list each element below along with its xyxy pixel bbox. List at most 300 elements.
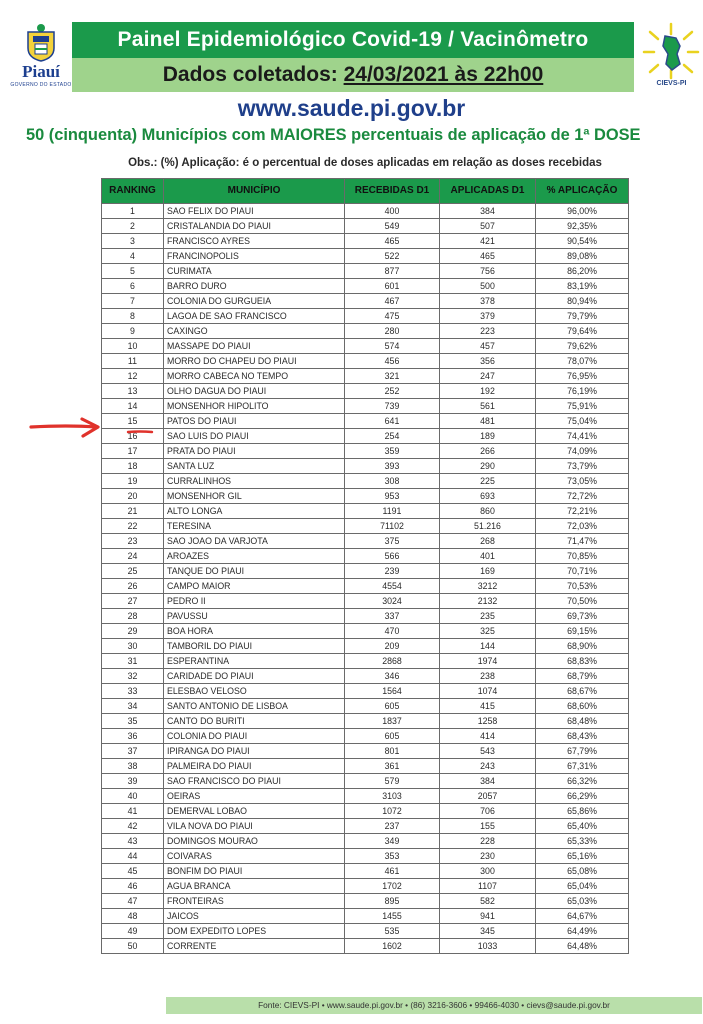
cell-recebidas: 359 — [345, 444, 440, 459]
cell-aplicadas: 582 — [440, 894, 536, 909]
cell-municipio: TAMBORIL DO PIAUI — [164, 639, 345, 654]
table-row — [102, 909, 629, 924]
cell-percent: 83,19% — [536, 279, 629, 294]
cell-ranking: 3 — [102, 234, 164, 249]
cell-recebidas: 601 — [345, 279, 440, 294]
cell-ranking: 14 — [102, 399, 164, 414]
cell-recebidas: 71102 — [345, 519, 440, 534]
table-row — [102, 234, 629, 249]
cell-municipio: MONSENHOR GIL — [164, 489, 345, 504]
cell-percent: 80,94% — [536, 294, 629, 309]
cell-municipio: DEMERVAL LOBAO — [164, 804, 345, 819]
cell-aplicadas: 457 — [440, 339, 536, 354]
cell-municipio: COIVARAS — [164, 849, 345, 864]
cell-aplicadas: 1074 — [440, 684, 536, 699]
table-row — [102, 444, 629, 459]
cell-municipio: PEDRO II — [164, 594, 345, 609]
cell-percent: 68,83% — [536, 654, 629, 669]
table-row — [102, 489, 629, 504]
cell-percent: 66,32% — [536, 774, 629, 789]
cell-percent: 67,31% — [536, 759, 629, 774]
table-row — [102, 219, 629, 234]
cell-municipio: AROAZES — [164, 549, 345, 564]
cell-percent: 76,19% — [536, 384, 629, 399]
cell-percent: 89,08% — [536, 249, 629, 264]
cell-municipio: SANTA LUZ — [164, 459, 345, 474]
cell-percent: 74,09% — [536, 444, 629, 459]
cell-aplicadas: 189 — [440, 429, 536, 444]
cell-recebidas: 4554 — [345, 579, 440, 594]
cell-recebidas: 2868 — [345, 654, 440, 669]
panel-title: Painel Epidemiológico Covid-19 / Vacinômetro — [72, 22, 634, 58]
cell-ranking: 15 — [102, 414, 164, 429]
cell-percent: 65,04% — [536, 879, 629, 894]
cell-aplicadas: 414 — [440, 729, 536, 744]
cell-ranking: 34 — [102, 699, 164, 714]
cell-recebidas: 1702 — [345, 879, 440, 894]
table-row — [102, 519, 629, 534]
cell-aplicadas: 144 — [440, 639, 536, 654]
cell-aplicadas: 192 — [440, 384, 536, 399]
cell-municipio: OLHO DAGUA DO PIAUI — [164, 384, 345, 399]
table-row — [102, 609, 629, 624]
cell-aplicadas: 155 — [440, 819, 536, 834]
cell-ranking: 18 — [102, 459, 164, 474]
cell-municipio: VILA NOVA DO PIAUI — [164, 819, 345, 834]
table-row — [102, 459, 629, 474]
table-row — [102, 564, 629, 579]
cell-aplicadas: 507 — [440, 219, 536, 234]
table-row — [102, 684, 629, 699]
cell-recebidas: 1191 — [345, 504, 440, 519]
cell-municipio: BOA HORA — [164, 624, 345, 639]
footer-source: Fonte: CIEVS-PI • www.saude.pi.gov.br • (86) 3216-3606 • 99466-4030 • cievs@saude.pi.gov.br — [166, 997, 702, 1014]
cell-aplicadas: 1974 — [440, 654, 536, 669]
cell-aplicadas: 230 — [440, 849, 536, 864]
table-row — [102, 894, 629, 909]
cell-percent: 68,60% — [536, 699, 629, 714]
cell-ranking: 1 — [102, 204, 164, 219]
cell-recebidas: 953 — [345, 489, 440, 504]
cell-aplicadas: 169 — [440, 564, 536, 579]
table-row — [102, 819, 629, 834]
cell-ranking: 5 — [102, 264, 164, 279]
cell-ranking: 50 — [102, 939, 164, 954]
cell-aplicadas: 228 — [440, 834, 536, 849]
cell-recebidas: 467 — [345, 294, 440, 309]
cell-ranking: 25 — [102, 564, 164, 579]
table-row — [102, 504, 629, 519]
cell-percent: 68,43% — [536, 729, 629, 744]
cell-aplicadas: 1258 — [440, 714, 536, 729]
cell-recebidas: 641 — [345, 414, 440, 429]
cell-percent: 70,85% — [536, 549, 629, 564]
cell-municipio: SAO JOAO DA VARJOTA — [164, 534, 345, 549]
cell-aplicadas: 1033 — [440, 939, 536, 954]
table-row — [102, 579, 629, 594]
collected-label: Dados coletados: — [162, 63, 344, 86]
cell-percent: 73,05% — [536, 474, 629, 489]
table-row — [102, 354, 629, 369]
cell-percent: 65,86% — [536, 804, 629, 819]
cell-recebidas: 280 — [345, 324, 440, 339]
cell-percent: 86,20% — [536, 264, 629, 279]
cell-percent: 72,03% — [536, 519, 629, 534]
cell-percent: 65,08% — [536, 864, 629, 879]
cell-percent: 70,53% — [536, 579, 629, 594]
cell-ranking: 40 — [102, 789, 164, 804]
cell-municipio: IPIRANGA DO PIAUI — [164, 744, 345, 759]
cell-percent: 71,47% — [536, 534, 629, 549]
cell-ranking: 30 — [102, 639, 164, 654]
table-row — [102, 834, 629, 849]
cell-municipio: COLONIA DO PIAUI — [164, 729, 345, 744]
table-row — [102, 939, 629, 954]
cell-ranking: 36 — [102, 729, 164, 744]
cell-recebidas: 574 — [345, 339, 440, 354]
cell-recebidas: 375 — [345, 534, 440, 549]
cell-ranking: 42 — [102, 819, 164, 834]
cell-ranking: 9 — [102, 324, 164, 339]
cell-recebidas: 393 — [345, 459, 440, 474]
cell-municipio: COLONIA DO GURGUEIA — [164, 294, 345, 309]
cell-recebidas: 1455 — [345, 909, 440, 924]
cell-recebidas: 895 — [345, 894, 440, 909]
cell-municipio: ALTO LONGA — [164, 504, 345, 519]
cell-recebidas: 321 — [345, 369, 440, 384]
cell-percent: 76,95% — [536, 369, 629, 384]
cell-aplicadas: 379 — [440, 309, 536, 324]
cell-municipio: CURIMATA — [164, 264, 345, 279]
cell-ranking: 24 — [102, 549, 164, 564]
cell-recebidas: 739 — [345, 399, 440, 414]
cell-municipio: PRATA DO PIAUI — [164, 444, 345, 459]
cell-municipio: ESPERANTINA — [164, 654, 345, 669]
cell-aplicadas: 756 — [440, 264, 536, 279]
cell-aplicadas: 2057 — [440, 789, 536, 804]
cell-recebidas: 400 — [345, 204, 440, 219]
cell-aplicadas: 561 — [440, 399, 536, 414]
cell-aplicadas: 860 — [440, 504, 536, 519]
cell-municipio: MONSENHOR HIPOLITO — [164, 399, 345, 414]
table-row — [102, 294, 629, 309]
cell-percent: 90,54% — [536, 234, 629, 249]
cell-aplicadas: 238 — [440, 669, 536, 684]
cell-municipio: TANQUE DO PIAUI — [164, 564, 345, 579]
cell-percent: 72,21% — [536, 504, 629, 519]
cell-aplicadas: 543 — [440, 744, 536, 759]
cell-recebidas: 470 — [345, 624, 440, 639]
cell-recebidas: 361 — [345, 759, 440, 774]
cell-municipio: SAO LUIS DO PIAUI — [164, 429, 345, 444]
cell-ranking: 47 — [102, 894, 164, 909]
cell-municipio: MASSAPE DO PIAUI — [164, 339, 345, 354]
cell-aplicadas: 401 — [440, 549, 536, 564]
cell-percent: 67,79% — [536, 744, 629, 759]
cell-ranking: 16 — [102, 429, 164, 444]
cell-municipio: MORRO DO CHAPEU DO PIAUI — [164, 354, 345, 369]
cell-percent: 68,67% — [536, 684, 629, 699]
cell-recebidas: 1837 — [345, 714, 440, 729]
collection-date-banner — [72, 58, 634, 92]
cell-ranking: 22 — [102, 519, 164, 534]
cell-percent: 65,33% — [536, 834, 629, 849]
cell-municipio: CAMPO MAIOR — [164, 579, 345, 594]
table-row — [102, 309, 629, 324]
cell-recebidas: 337 — [345, 609, 440, 624]
cell-ranking: 27 — [102, 594, 164, 609]
cell-ranking: 8 — [102, 309, 164, 324]
cell-percent: 65,16% — [536, 849, 629, 864]
table-row — [102, 324, 629, 339]
cell-aplicadas: 693 — [440, 489, 536, 504]
table-row — [102, 744, 629, 759]
cell-recebidas: 465 — [345, 234, 440, 249]
table-row — [102, 699, 629, 714]
table-row — [102, 429, 629, 444]
cell-municipio: SAO FRANCISCO DO PIAUI — [164, 774, 345, 789]
cell-recebidas: 475 — [345, 309, 440, 324]
cell-ranking: 19 — [102, 474, 164, 489]
cell-ranking: 37 — [102, 744, 164, 759]
cell-aplicadas: 500 — [440, 279, 536, 294]
logo-state-name: Piauí — [22, 62, 60, 81]
cievs-sun-icon — [640, 20, 703, 80]
table-row — [102, 759, 629, 774]
cell-recebidas: 1564 — [345, 684, 440, 699]
cell-ranking: 7 — [102, 294, 164, 309]
cell-percent: 78,07% — [536, 354, 629, 369]
cell-percent: 69,15% — [536, 624, 629, 639]
cell-municipio: JAICOS — [164, 909, 345, 924]
cell-municipio: CURRALINHOS — [164, 474, 345, 489]
cievs-caption: CIEVS-PI — [656, 80, 687, 87]
cell-percent: 92,35% — [536, 219, 629, 234]
cell-municipio: CANTO DO BURITI — [164, 714, 345, 729]
red-arrow-annotation-icon — [28, 417, 158, 441]
table-row — [102, 384, 629, 399]
cell-aplicadas: 290 — [440, 459, 536, 474]
cell-ranking: 21 — [102, 504, 164, 519]
cell-municipio: BARRO DURO — [164, 279, 345, 294]
state-crest-icon — [24, 22, 58, 62]
cell-recebidas: 877 — [345, 264, 440, 279]
cell-recebidas: 566 — [345, 549, 440, 564]
cell-ranking: 35 — [102, 714, 164, 729]
cell-aplicadas: 243 — [440, 759, 536, 774]
cell-ranking: 44 — [102, 849, 164, 864]
cell-ranking: 26 — [102, 579, 164, 594]
table-row — [102, 414, 629, 429]
table-row — [102, 339, 629, 354]
table-row — [102, 399, 629, 414]
cell-ranking: 41 — [102, 804, 164, 819]
cell-municipio: BONFIM DO PIAUI — [164, 864, 345, 879]
cell-municipio: PALMEIRA DO PIAUI — [164, 759, 345, 774]
cell-recebidas: 605 — [345, 729, 440, 744]
cell-percent: 66,29% — [536, 789, 629, 804]
cell-ranking: 45 — [102, 864, 164, 879]
cell-municipio: DOM EXPEDITO LOPES — [164, 924, 345, 939]
table-row — [102, 714, 629, 729]
headline: 50 (cinquenta) Municípios com MAIORES percentuais de aplicação de 1ª DOSE — [26, 126, 641, 144]
table-row — [102, 924, 629, 939]
cell-municipio: LAGOA DE SAO FRANCISCO — [164, 309, 345, 324]
cell-aplicadas: 235 — [440, 609, 536, 624]
cievs-logo — [640, 20, 703, 92]
table-row — [102, 249, 629, 264]
cell-aplicadas: 300 — [440, 864, 536, 879]
cell-recebidas: 535 — [345, 924, 440, 939]
col-header-municipio: MUNICÍPIO — [164, 179, 345, 204]
cell-municipio: FRANCISCO AYRES — [164, 234, 345, 249]
cell-municipio: CRISTALANDIA DO PIAUI — [164, 219, 345, 234]
cell-percent: 64,49% — [536, 924, 629, 939]
cell-percent: 75,04% — [536, 414, 629, 429]
cell-recebidas: 549 — [345, 219, 440, 234]
cell-aplicadas: 51.216 — [440, 519, 536, 534]
cell-percent: 70,50% — [536, 594, 629, 609]
cell-aplicadas: 465 — [440, 249, 536, 264]
cell-aplicadas: 225 — [440, 474, 536, 489]
cell-percent: 65,03% — [536, 894, 629, 909]
cell-aplicadas: 415 — [440, 699, 536, 714]
col-header-aplicadas: APLICADAS D1 — [440, 179, 536, 204]
cell-ranking: 48 — [102, 909, 164, 924]
table-row — [102, 534, 629, 549]
logo-state-subtitle: GOVERNO DO ESTADO — [10, 82, 72, 88]
table-row — [102, 549, 629, 564]
cell-municipio: PAVUSSU — [164, 609, 345, 624]
cell-percent: 75,91% — [536, 399, 629, 414]
table-row — [102, 669, 629, 684]
cell-municipio: SAO FELIX DO PIAUI — [164, 204, 345, 219]
cell-ranking: 29 — [102, 624, 164, 639]
observation-note: Obs.: (%) Aplicação: é o percentual de doses aplicadas em relação as doses recebidas — [128, 157, 602, 169]
cell-percent: 69,73% — [536, 609, 629, 624]
cell-municipio: OEIRAS — [164, 789, 345, 804]
col-header-ranking: RANKING — [102, 179, 164, 204]
table-header-row — [102, 179, 629, 204]
cell-municipio: FRANCINOPOLIS — [164, 249, 345, 264]
cell-aplicadas: 706 — [440, 804, 536, 819]
cell-aplicadas: 325 — [440, 624, 536, 639]
cell-recebidas: 209 — [345, 639, 440, 654]
cell-aplicadas: 223 — [440, 324, 536, 339]
cell-aplicadas: 1107 — [440, 879, 536, 894]
cell-percent: 73,79% — [536, 459, 629, 474]
cell-recebidas: 349 — [345, 834, 440, 849]
cell-ranking: 20 — [102, 489, 164, 504]
cell-percent: 68,90% — [536, 639, 629, 654]
table-row — [102, 204, 629, 219]
cell-percent: 65,40% — [536, 819, 629, 834]
cell-recebidas: 461 — [345, 864, 440, 879]
cell-aplicadas: 378 — [440, 294, 536, 309]
table-row — [102, 264, 629, 279]
cell-percent: 64,67% — [536, 909, 629, 924]
table-row — [102, 594, 629, 609]
table-row — [102, 654, 629, 669]
cell-aplicadas: 421 — [440, 234, 536, 249]
website-url[interactable]: www.saude.pi.gov.br — [237, 95, 466, 121]
cell-recebidas: 308 — [345, 474, 440, 489]
cell-aplicadas: 266 — [440, 444, 536, 459]
cell-percent: 64,48% — [536, 939, 629, 954]
cell-percent: 79,64% — [536, 324, 629, 339]
cell-ranking: 2 — [102, 219, 164, 234]
cell-municipio: FRONTEIRAS — [164, 894, 345, 909]
cell-aplicadas: 345 — [440, 924, 536, 939]
cell-municipio: SANTO ANTONIO DE LISBOA — [164, 699, 345, 714]
cell-municipio: DOMINGOS MOURAO — [164, 834, 345, 849]
cell-recebidas: 237 — [345, 819, 440, 834]
cell-aplicadas: 384 — [440, 204, 536, 219]
cell-ranking: 12 — [102, 369, 164, 384]
cell-percent: 68,48% — [536, 714, 629, 729]
cell-ranking: 38 — [102, 759, 164, 774]
table-row — [102, 864, 629, 879]
municipality-ranking-table — [101, 178, 629, 954]
cell-ranking: 28 — [102, 609, 164, 624]
cell-ranking: 11 — [102, 354, 164, 369]
col-header-recebidas: RECEBIDAS D1 — [345, 179, 440, 204]
cell-aplicadas: 2132 — [440, 594, 536, 609]
table-row — [102, 789, 629, 804]
cell-municipio: TERESINA — [164, 519, 345, 534]
cell-aplicadas: 268 — [440, 534, 536, 549]
cell-municipio: CARIDADE DO PIAUI — [164, 669, 345, 684]
cell-ranking: 23 — [102, 534, 164, 549]
cell-aplicadas: 247 — [440, 369, 536, 384]
table-row — [102, 729, 629, 744]
cell-recebidas: 254 — [345, 429, 440, 444]
cell-municipio: MORRO CABECA NO TEMPO — [164, 369, 345, 384]
cell-ranking: 39 — [102, 774, 164, 789]
collected-date: 24/03/2021 às 22h00 — [343, 63, 544, 86]
cell-percent: 74,41% — [536, 429, 629, 444]
cell-recebidas: 3103 — [345, 789, 440, 804]
piaui-government-logo — [10, 22, 72, 92]
table-row — [102, 639, 629, 654]
cell-ranking: 13 — [102, 384, 164, 399]
table-row — [102, 849, 629, 864]
cell-ranking: 46 — [102, 879, 164, 894]
cell-municipio: ELESBAO VELOSO — [164, 684, 345, 699]
table-row — [102, 774, 629, 789]
cell-aplicadas: 481 — [440, 414, 536, 429]
cell-recebidas: 1072 — [345, 804, 440, 819]
cell-ranking: 10 — [102, 339, 164, 354]
cell-ranking: 32 — [102, 669, 164, 684]
cell-recebidas: 3024 — [345, 594, 440, 609]
cell-recebidas: 1602 — [345, 939, 440, 954]
cell-ranking: 6 — [102, 279, 164, 294]
cell-recebidas: 801 — [345, 744, 440, 759]
cell-recebidas: 579 — [345, 774, 440, 789]
cell-ranking: 43 — [102, 834, 164, 849]
table-row — [102, 369, 629, 384]
table-row — [102, 624, 629, 639]
cell-aplicadas: 356 — [440, 354, 536, 369]
cell-recebidas: 605 — [345, 699, 440, 714]
cell-municipio: PATOS DO PIAUI — [164, 414, 345, 429]
table-row — [102, 879, 629, 894]
table-row — [102, 474, 629, 489]
cell-recebidas: 346 — [345, 669, 440, 684]
cell-percent: 70,71% — [536, 564, 629, 579]
cell-percent: 96,00% — [536, 204, 629, 219]
